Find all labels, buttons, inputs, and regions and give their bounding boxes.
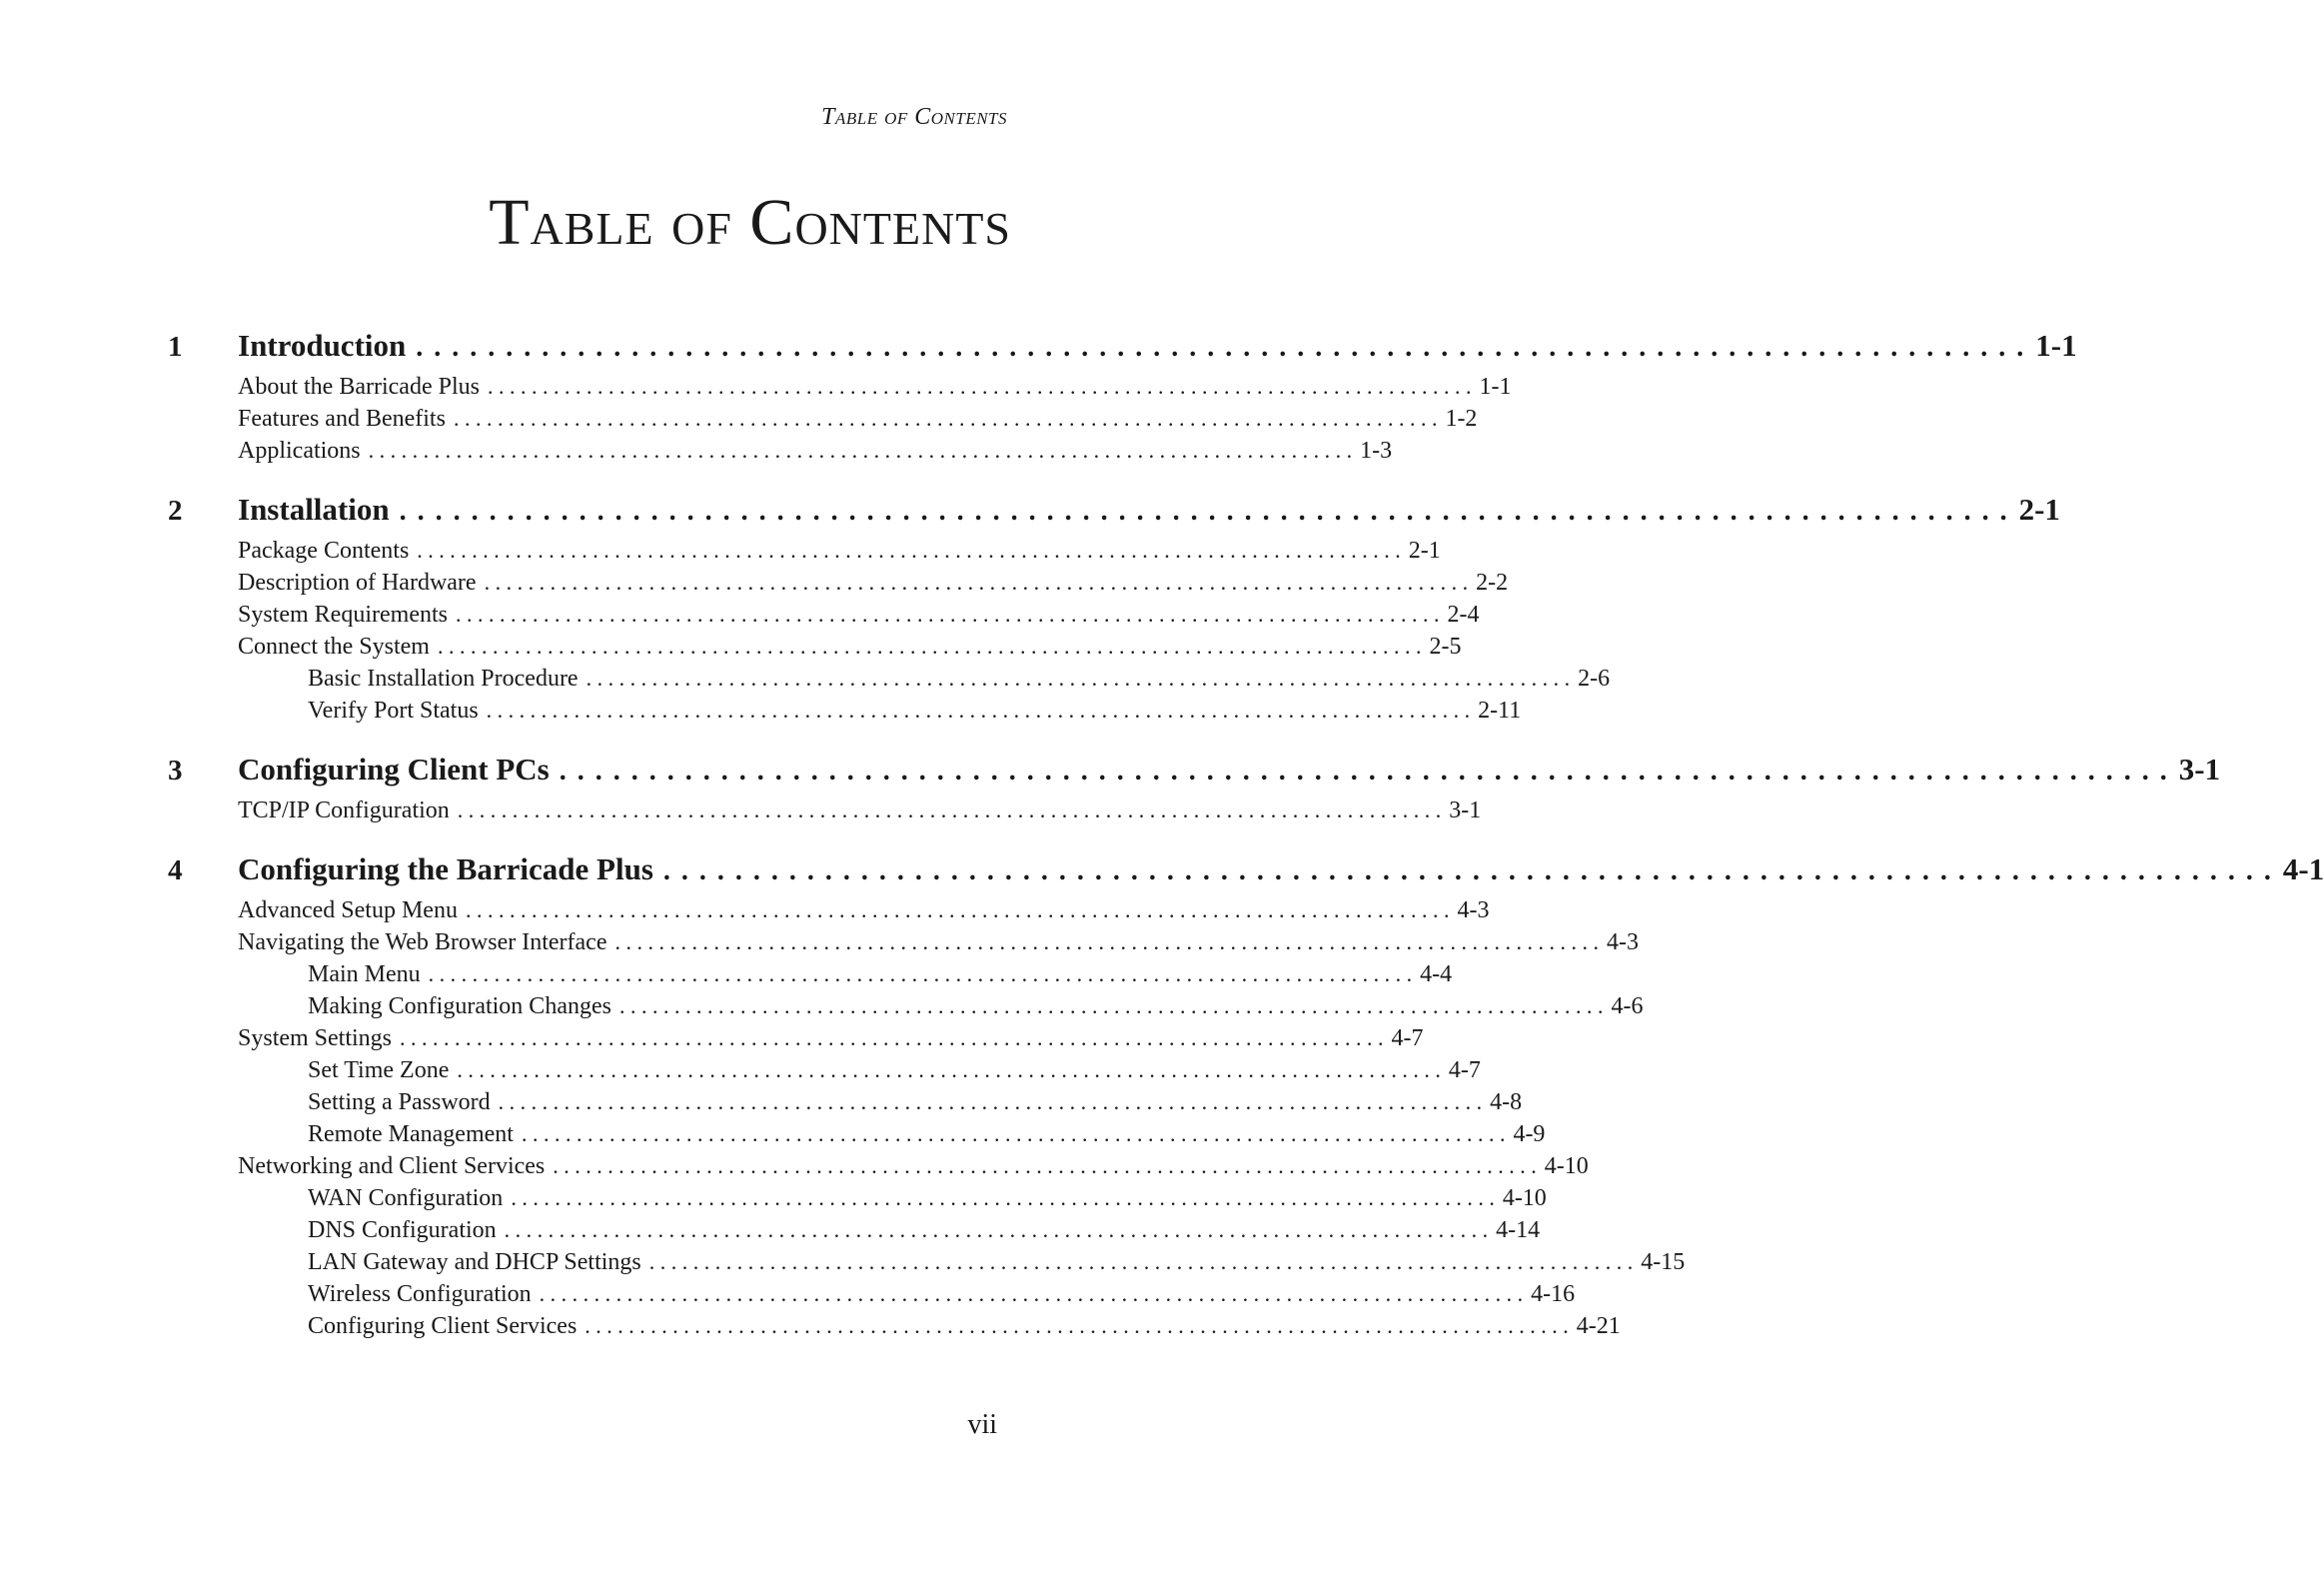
dot-leader	[505, 1217, 1489, 1243]
dot-leader	[522, 1121, 1506, 1147]
dot-leader	[584, 1313, 1569, 1339]
entry-page-number: 4-4	[1420, 961, 1453, 987]
running-head: Table of Contents	[821, 104, 1007, 130]
chapter-heading[interactable]	[168, 752, 2221, 797]
entry-title: About the Barricade Plus	[238, 374, 480, 400]
chapter-entries	[238, 897, 1686, 1345]
entry-page-number: 2-1	[1408, 538, 1441, 564]
entry-title: Verify Port Status	[308, 698, 479, 724]
dot-leader	[487, 698, 1471, 724]
dot-leader	[663, 855, 2273, 887]
entry-page-number: 4-14	[1496, 1217, 1541, 1243]
entry-title: Setting a Password	[308, 1089, 491, 1115]
entry-page-number: 1-1	[1479, 374, 1512, 400]
toc-subsection-entry[interactable]	[238, 666, 1611, 698]
chapter-entries	[238, 374, 1512, 470]
page-title: Table of Contents	[489, 186, 1011, 259]
dot-leader	[488, 374, 1472, 400]
entry-title: Networking and Client Services	[238, 1153, 546, 1179]
entry-page-number: 3-1	[1449, 797, 1482, 823]
dot-leader	[619, 993, 1604, 1019]
toc-chapter	[168, 752, 2221, 829]
toc-subsection-entry[interactable]	[238, 1057, 1481, 1089]
chapter-heading[interactable]	[168, 851, 2324, 897]
entry-page-number: 2-5	[1429, 634, 1462, 660]
chapter-page-number: 1-1	[2035, 328, 2077, 363]
entry-title: Set Time Zone	[308, 1057, 450, 1083]
entry-page-number: 4-16	[1531, 1281, 1576, 1307]
dot-leader	[454, 406, 1438, 432]
table-of-contents	[168, 328, 2324, 1367]
chapter-entries	[238, 797, 1482, 829]
entry-page-number: 4-3	[1457, 897, 1490, 923]
dot-leader	[614, 929, 1599, 955]
entry-title: Advanced Setup Menu	[238, 897, 458, 923]
toc-subsection-entry[interactable]	[238, 1217, 1541, 1249]
entry-title: LAN Gateway and DHCP Settings	[308, 1249, 641, 1275]
toc-section-entry[interactable]	[238, 538, 1441, 570]
entry-title: Navigating the Web Browser Interface	[238, 929, 607, 955]
chapter-title: Introduction	[238, 328, 407, 363]
dot-leader	[649, 1249, 1634, 1275]
chapter-title: Configuring the Barricade Plus	[238, 851, 653, 886]
toc-section-entry[interactable]	[238, 570, 1509, 602]
chapter-title: Installation	[238, 492, 390, 527]
toc-section-entry[interactable]	[238, 897, 1490, 929]
toc-chapter	[168, 492, 2060, 730]
chapter-page-number: 3-1	[2178, 752, 2221, 787]
toc-subsection-entry[interactable]	[238, 961, 1453, 993]
toc-section-entry[interactable]	[238, 929, 1639, 961]
toc-section-entry[interactable]	[238, 634, 1462, 666]
toc-section-entry[interactable]	[238, 1153, 1589, 1185]
entry-title: Main Menu	[308, 961, 421, 987]
dot-leader	[553, 1153, 1537, 1179]
dot-leader	[560, 756, 2169, 788]
dot-leader	[369, 438, 1353, 464]
entry-title: Features and Benefits	[238, 406, 446, 432]
toc-section-entry[interactable]	[238, 438, 1393, 470]
entry-title: Wireless Configuration	[308, 1281, 532, 1307]
toc-section-entry[interactable]	[238, 406, 1478, 438]
chapter-number: 1	[168, 331, 183, 363]
dot-leader	[511, 1185, 1495, 1211]
toc-subsection-entry[interactable]	[238, 698, 1522, 730]
dot-leader	[416, 332, 2025, 364]
dot-leader	[400, 496, 2009, 528]
toc-subsection-entry[interactable]	[238, 1185, 1547, 1217]
dot-leader	[417, 538, 1401, 564]
entry-title: Applications	[238, 438, 361, 464]
entry-page-number: 2-4	[1447, 602, 1480, 628]
entry-page-number: 4-7	[1391, 1025, 1424, 1051]
dot-leader	[586, 666, 1571, 692]
toc-subsection-entry[interactable]	[238, 1121, 1546, 1153]
entry-title: WAN Configuration	[308, 1185, 504, 1211]
chapter-number: 4	[168, 854, 183, 886]
dot-leader	[466, 897, 1450, 923]
entry-title: Connect the System	[238, 634, 430, 660]
toc-subsection-entry[interactable]	[238, 1089, 1523, 1121]
toc-section-entry[interactable]	[238, 797, 1482, 829]
dot-leader	[400, 1025, 1384, 1051]
entry-page-number: 4-10	[1502, 1185, 1547, 1211]
dot-leader	[540, 1281, 1524, 1307]
entry-page-number: 4-9	[1513, 1121, 1546, 1147]
entry-title: Basic Installation Procedure	[308, 666, 579, 692]
entry-page-number: 4-7	[1448, 1057, 1481, 1083]
toc-chapter	[168, 851, 2324, 1345]
page-number: vii	[967, 1409, 997, 1440]
toc-chapter	[168, 328, 2077, 470]
dot-leader	[485, 570, 1469, 596]
dot-leader	[458, 797, 1442, 823]
toc-section-entry[interactable]	[238, 374, 1512, 406]
entry-title: Configuring Client Services	[308, 1313, 578, 1339]
chapter-page-number: 4-1	[2282, 851, 2324, 886]
entry-page-number: 1-3	[1360, 438, 1393, 464]
entry-title: Package Contents	[238, 538, 410, 564]
toc-subsection-entry[interactable]	[238, 993, 1644, 1025]
toc-subsection-entry[interactable]	[238, 1281, 1576, 1313]
entry-title: TCP/IP Configuration	[238, 797, 450, 823]
chapter-number: 2	[168, 495, 183, 527]
entry-page-number: 1-2	[1445, 406, 1478, 432]
toc-subsection-entry[interactable]	[238, 1313, 1621, 1345]
entry-page-number: 4-10	[1544, 1153, 1589, 1179]
toc-section-entry[interactable]	[238, 602, 1480, 634]
chapter-page-number: 2-1	[2018, 492, 2060, 527]
entry-page-number: 2-2	[1476, 570, 1509, 596]
entry-title: Remote Management	[308, 1121, 514, 1147]
dot-leader	[457, 1057, 1441, 1083]
chapter-heading[interactable]	[168, 328, 2077, 374]
entry-title: System Settings	[238, 1025, 393, 1051]
entry-page-number: 4-8	[1490, 1089, 1523, 1115]
dot-leader	[456, 602, 1440, 628]
entry-page-number: 2-6	[1578, 666, 1611, 692]
entry-page-number: 4-15	[1641, 1249, 1686, 1275]
chapter-entries	[238, 538, 1611, 730]
dot-leader	[499, 1089, 1483, 1115]
chapter-title: Configuring Client PCs	[238, 752, 550, 787]
toc-subsection-entry[interactable]	[238, 1249, 1686, 1281]
dot-leader	[438, 634, 1422, 660]
chapter-number: 3	[168, 755, 183, 787]
dot-leader	[429, 961, 1413, 987]
entry-title: System Requirements	[238, 602, 448, 628]
entry-page-number: 4-21	[1576, 1313, 1621, 1339]
entry-title: Making Configuration Changes	[308, 993, 611, 1019]
chapter-heading[interactable]	[168, 492, 2060, 538]
entry-page-number: 4-6	[1611, 993, 1644, 1019]
entry-page-number: 4-3	[1606, 929, 1639, 955]
entry-title: Description of Hardware	[238, 570, 477, 596]
toc-section-entry[interactable]	[238, 1025, 1424, 1057]
entry-title: DNS Configuration	[308, 1217, 497, 1243]
entry-page-number: 2-11	[1478, 698, 1522, 724]
